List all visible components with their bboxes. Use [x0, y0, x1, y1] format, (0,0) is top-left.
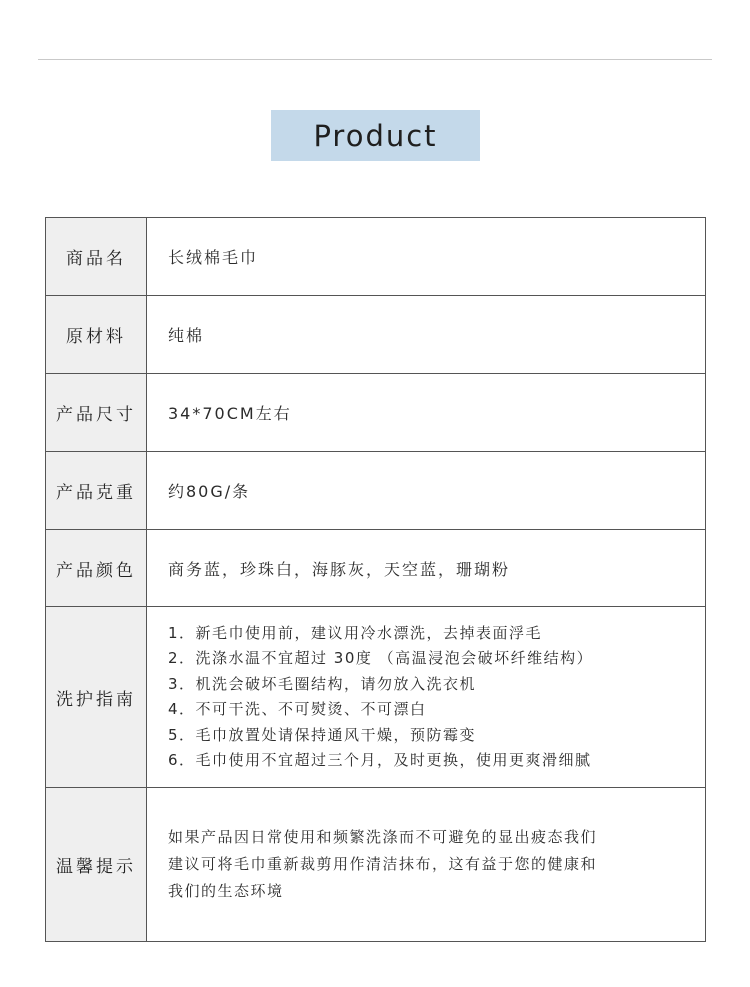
table-row-care — [46, 607, 706, 788]
tip-line: 如果产品因日常使用和频繁洗涤而不可避免的显出疲态我们 — [168, 828, 598, 846]
row-label: 产品尺寸 — [46, 374, 147, 452]
row-label: 洗护指南 — [46, 607, 147, 788]
row-value: 34*70CM左右 — [147, 374, 706, 452]
care-instructions — [147, 607, 706, 788]
list-item: 3．机洗会破坏毛圈结构，请勿放入洗衣机 — [168, 674, 477, 693]
row-value: 长绒棉毛巾 — [147, 218, 706, 296]
list-item: 6．毛巾使用不宜超过三个月，及时更换，使用更爽滑细腻 — [168, 751, 592, 769]
list-item: 1．新毛巾使用前，建议用冷水漂洗，去掉表面浮毛 — [168, 623, 543, 642]
row-label: 产品克重 — [46, 452, 147, 530]
list-item: 2．洗涤水温不宜超过 30度 （高温浸泡会破坏纤维结构） — [168, 649, 594, 667]
product-spec-table — [45, 217, 706, 942]
table-row-colors — [46, 530, 706, 607]
row-value: 约80G/条 — [147, 452, 706, 530]
row-value: 纯棉 — [147, 296, 706, 374]
page-title: Product — [313, 118, 438, 153]
row-value: 商务蓝，珍珠白，海豚灰，天空蓝，珊瑚粉 — [147, 530, 706, 607]
row-label: 原材料 — [46, 296, 147, 374]
table-row-material — [46, 296, 706, 374]
row-label: 温馨提示 — [46, 788, 147, 942]
table-row-name — [46, 218, 706, 296]
row-label: 产品颜色 — [46, 530, 147, 607]
top-divider — [38, 59, 712, 60]
table-row-size — [46, 374, 706, 452]
tips-text — [147, 788, 706, 942]
title-banner — [271, 110, 480, 161]
table-row-weight — [46, 452, 706, 530]
table-row-tips — [46, 788, 706, 942]
list-item: 5．毛巾放置处请保持通风干燥，预防霉变 — [168, 725, 477, 744]
list-item: 4．不可干洗、不可熨烫、不可漂白 — [168, 700, 427, 718]
tip-line: 我们的生态环境 — [168, 882, 284, 900]
row-label: 商品名 — [46, 218, 147, 296]
tip-line: 建议可将毛巾重新裁剪用作清洁抹布，这有益于您的健康和 — [168, 855, 598, 873]
